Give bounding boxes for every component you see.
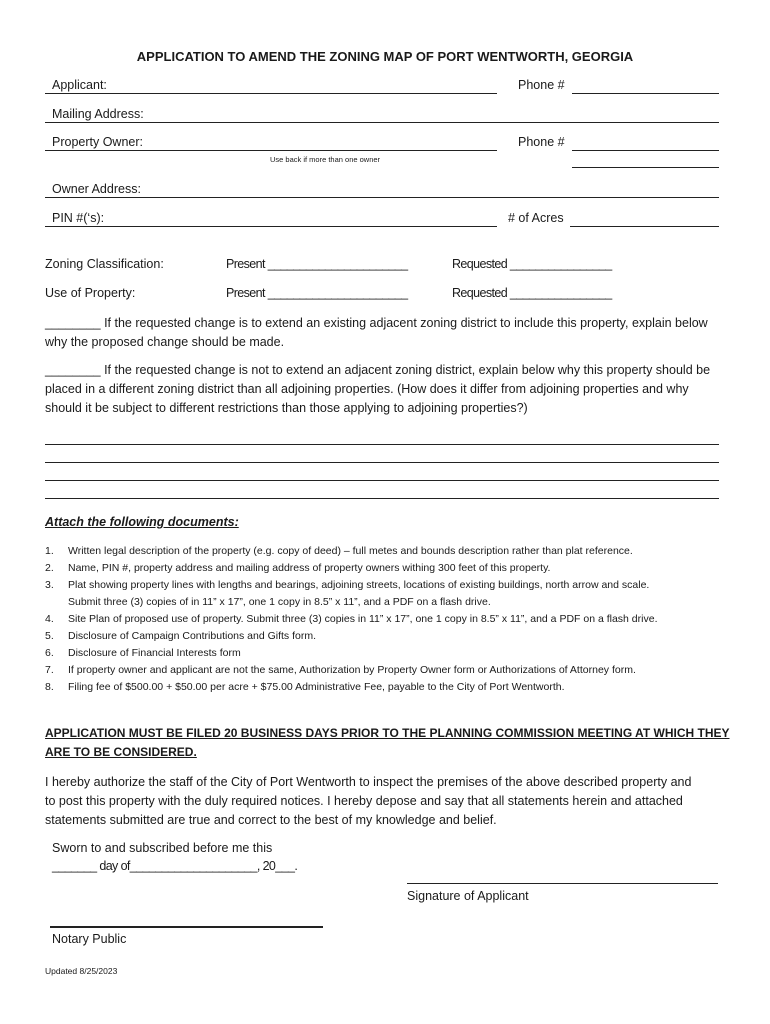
owner-phone-field-2[interactable] [572,167,719,168]
applicant-field[interactable] [45,93,497,94]
list-item-text: Filing fee of $500.00 + $50.00 per acre + $75.00 Administrative Fee, payable to the City of Port Wentworth. [68,681,565,693]
explanation-line[interactable] [45,480,719,481]
property-owner-label: Property Owner: [52,135,144,149]
attach-heading: Attach the following documents: [45,515,239,529]
owner-phone-label: Phone # [518,135,565,149]
zoning-classification-label: Zoning Classification: [45,257,164,271]
list-item [45,543,735,560]
list-item [45,628,735,645]
authorization-line-2: to post this property with the duly required notices. I hereby depose and say that all statements herein and attached [45,794,683,808]
list-item-number: 4. [45,613,54,625]
list-item [45,679,735,696]
owner-note: Use back if more than one owner [270,155,381,164]
list-item-number: 1. [45,545,54,557]
question-2-line-3: should it be subject to different restrictions than those applying to adjoining properties?) [45,401,528,415]
list-item-text-cont: Submit three (3) copies of in 11” x 17”, one 1 copy in 8.5” x 11”, and a PDF on a flash drive. [68,596,491,608]
mailing-address-label: Mailing Address: [52,107,144,121]
list-item-text: Disclosure of Campaign Contributions and Gifts form. [68,630,317,642]
zoning-requested-field[interactable]: Requested ________________ [452,257,612,271]
page-title: APPLICATION TO AMEND THE ZONING MAP OF PORT WENTWORTH, GEORGIA [136,49,634,64]
authorization-line-1: I hereby authorize the staff of the City of Port Wentworth to inspect the premises of the above described property and [45,775,692,789]
use-requested-field[interactable]: Requested ________________ [452,286,612,300]
notary-label: Notary Public [52,932,127,946]
list-item-number: 5. [45,630,54,642]
question-2-line-2: placed in a different zoning district than all adjoining properties. (How does it differ from adjoining properties and why [45,382,689,396]
owner-address-label: Owner Address: [52,182,141,196]
filing-notice-line-2: ARE TO BE CONSIDERED. [45,745,197,759]
list-item-text: Written legal description of the property (e.g. copy of deed) – full metes and bounds description rather than plat reference. [68,545,633,557]
pin-field[interactable] [45,226,497,227]
list-item [45,560,735,577]
question-1-line-1: ________ If the requested change is to extend an existing adjacent zoning district to include this property, explain below [45,316,708,330]
updated-date: Updated 8/25/2023 [45,966,118,976]
list-item-number: 8. [45,681,54,693]
attach-list [45,543,735,696]
applicant-label: Applicant: [52,78,107,92]
list-item [45,645,735,662]
list-item-number: 6. [45,647,54,659]
list-item-text: Name, PIN #, property address and mailing address of property owners withing 300 feet of this property. [68,562,551,574]
list-item [45,662,735,679]
sworn-date-field[interactable]: _______ day of____________________, 20___. [52,859,298,873]
filing-notice-line-1: APPLICATION MUST BE FILED 20 BUSINESS DAYS PRIOR TO THE PLANNING COMMISSION MEETING AT WHICH THEY [45,726,730,740]
list-item-number: 3. [45,579,54,591]
notary-signature-field[interactable] [50,926,323,928]
owner-address-field[interactable] [45,197,719,198]
list-item [45,577,735,611]
list-item-text: Disclosure of Financial Interests form [68,647,241,659]
list-item-text: Plat showing property lines with lengths and bearings, adjoining streets, locations of existing buildings, north arrow and scale. [68,579,650,591]
use-of-property-label: Use of Property: [45,286,136,300]
owner-phone-field[interactable] [572,150,719,151]
phone-label: Phone # [518,78,565,92]
sworn-line-1: Sworn to and subscribed before me this [52,841,273,855]
use-present-field[interactable]: Present ______________________ [226,286,408,300]
explanation-line[interactable] [45,498,719,499]
signature-field[interactable] [407,883,718,884]
acres-label: # of Acres [508,211,564,225]
list-item-number: 7. [45,664,54,676]
mailing-address-field[interactable] [45,122,719,123]
list-item [45,611,735,628]
zoning-present-field[interactable]: Present ______________________ [226,257,408,271]
pin-label: PIN #(‘s): [52,211,105,225]
explanation-line[interactable] [45,444,719,445]
list-item-text: Site Plan of proposed use of property. Submit three (3) copies in 11” x 17”, one 1 copy in 8.5” x 11”, and a PDF on a flash drive. [68,613,658,625]
signature-label: Signature of Applicant [407,889,529,903]
question-1-line-2: why the proposed change should be made. [45,335,285,349]
list-item-text: If property owner and applicant are not the same, Authorization by Property Owner form or Authorizations of Attorney form. [68,664,636,676]
phone-field[interactable] [572,93,719,94]
question-2-line-1: ________ If the requested change is not to extend an adjacent zoning district, explain below why this property should be [45,363,711,377]
list-item-number: 2. [45,562,54,574]
property-owner-field[interactable] [45,150,497,151]
authorization-line-3: statements submitted are true and correct to the best of my knowledge and belief. [45,813,497,827]
acres-field[interactable] [570,226,719,227]
explanation-line[interactable] [45,462,719,463]
